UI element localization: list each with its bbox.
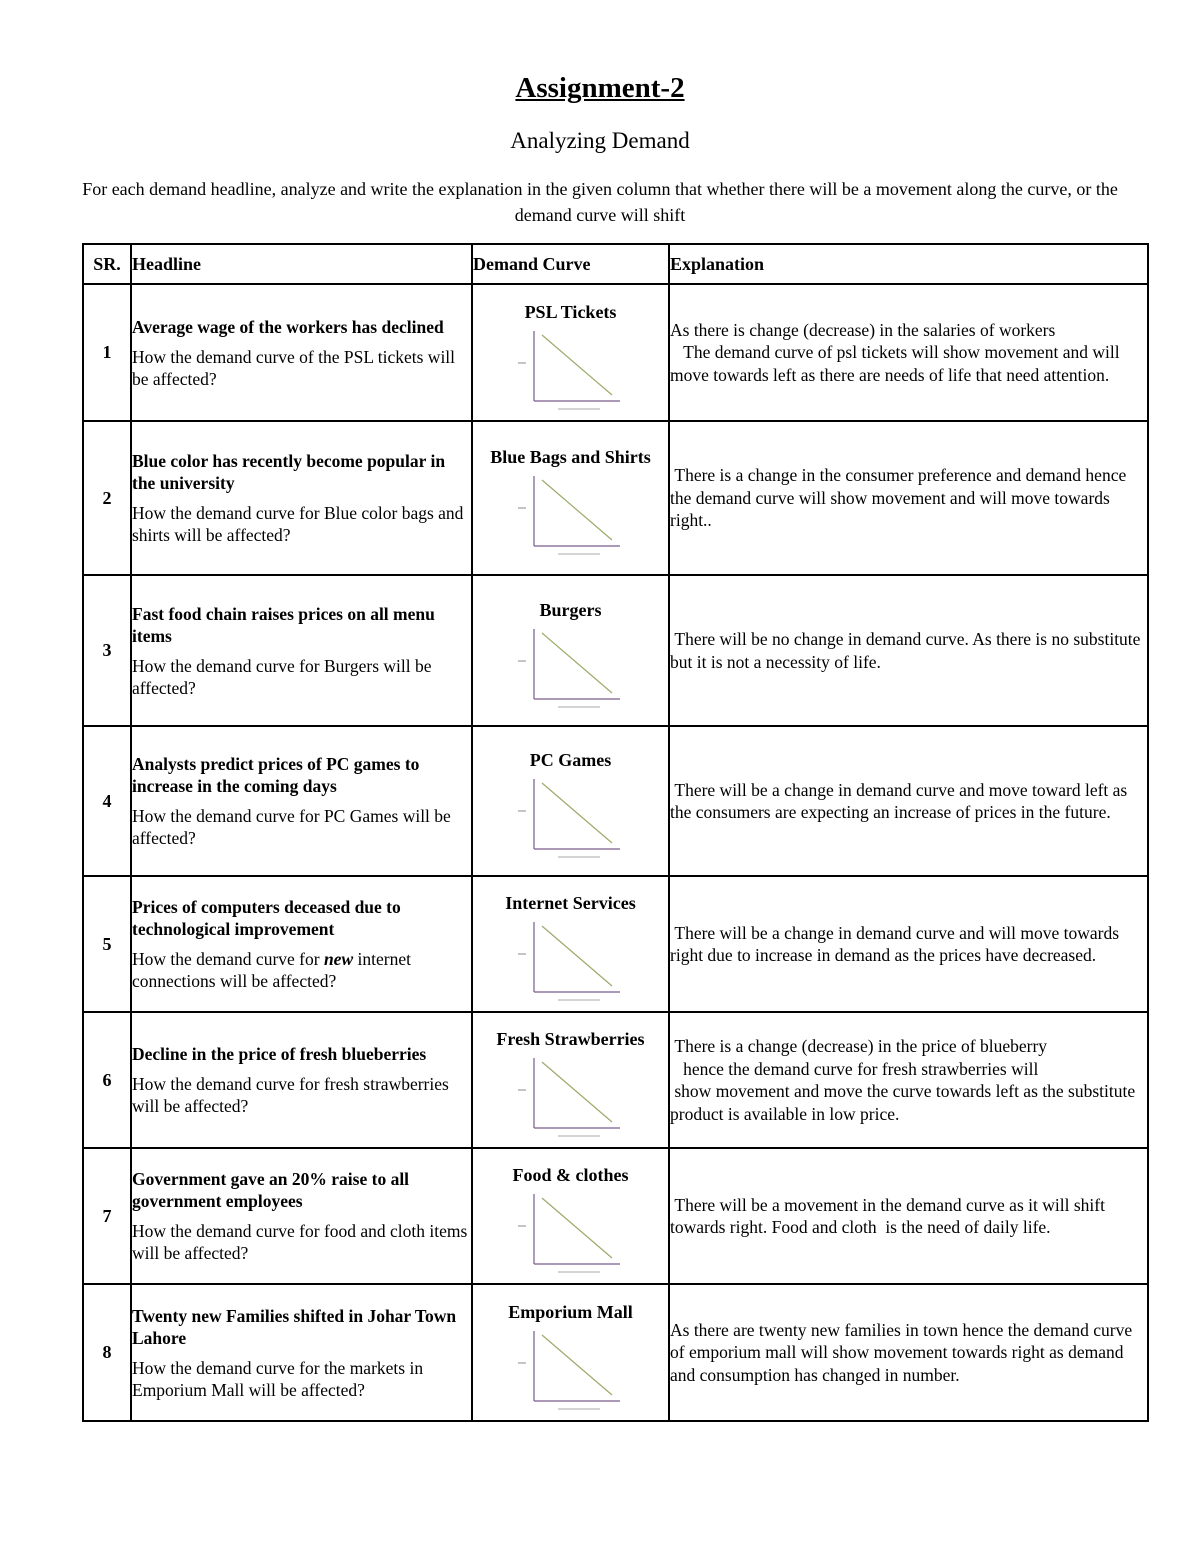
- demand-curve-chart: [516, 918, 626, 1004]
- demand-curve-chart: [516, 625, 626, 711]
- explanation-text: There is a change in the consumer preference and demand hence the demand curve will show movement and will move towards right..: [670, 465, 1131, 531]
- row-number: 8: [83, 1284, 131, 1421]
- demand-line: [542, 1062, 612, 1122]
- table-row: [83, 1284, 1148, 1421]
- headline-question: How the demand curve for Blue color bags and shirts will be affected?: [132, 503, 464, 545]
- demand-curve-chart: [516, 472, 626, 558]
- headline-text: Decline in the price of fresh blueberries: [132, 1044, 427, 1064]
- page-title: Assignment-2: [515, 72, 685, 104]
- demand-curve-cell: [472, 421, 669, 575]
- explanation-text: There is a change (decrease) in the price of blueberry hence the demand curve for fresh strawberries will show movement and move the curve towards left as the substitute product is available in low price.: [670, 1036, 1136, 1124]
- row-number: 7: [83, 1148, 131, 1284]
- row-number: 6: [83, 1012, 131, 1148]
- explanation-cell[interactable]: [669, 575, 1148, 726]
- explanation-cell[interactable]: [669, 421, 1148, 575]
- row-number: 3: [83, 575, 131, 726]
- row-number: 2: [83, 421, 131, 575]
- headline-cell: [131, 726, 472, 876]
- demand-curve-cell: [472, 1148, 669, 1284]
- headline-question: How the demand curve for Burgers will be affected?: [132, 655, 432, 698]
- demand-table: [82, 243, 1149, 1422]
- header-headline: Headline: [131, 244, 472, 284]
- headline-text: Blue color has recently become popular in the university: [132, 451, 446, 493]
- curve-label: PC Games: [529, 750, 612, 770]
- header-sr: SR.: [83, 244, 131, 284]
- headline-cell: [131, 284, 472, 421]
- explanation-cell[interactable]: [669, 284, 1148, 421]
- headline-question: How the demand curve of the PSL tickets will be affected?: [132, 346, 456, 389]
- headline-text: Prices of computers deceased due to technological improvement: [132, 897, 401, 939]
- demand-curve-cell: [472, 575, 669, 726]
- row-number: 4: [83, 726, 131, 876]
- headline-cell: [131, 421, 472, 575]
- headline-question: How the demand curve for food and cloth items will be affected?: [132, 1221, 468, 1263]
- explanation-text: There will be a change in demand curve and move toward left as the consumers are expecting an increase of prices in the future.: [670, 779, 1132, 822]
- demand-line: [542, 1198, 612, 1258]
- table-row: [83, 284, 1148, 421]
- table-row: [83, 726, 1148, 876]
- headline-cell: [131, 1148, 472, 1284]
- explanation-text: There will be no change in demand curve. As there is no substitute but it is not a necessity of life.: [670, 629, 1145, 672]
- question-prefix: How the demand curve for: [132, 949, 324, 969]
- headline-text: Government gave an 20% raise to all government employees: [132, 1169, 410, 1211]
- table-row: [83, 575, 1148, 726]
- headline-cell: [131, 876, 472, 1012]
- table-row: [83, 1012, 1148, 1148]
- demand-curve-cell: [472, 1012, 669, 1148]
- question-emphasis: new: [323, 949, 354, 969]
- demand-curve-chart: [516, 1327, 626, 1413]
- curve-label: Internet Services: [505, 893, 636, 913]
- headline-question: How the demand curve for the markets in Emporium Mall will be affected?: [132, 1357, 424, 1400]
- headline-text: Fast food chain raises prices on all menu items: [132, 603, 435, 646]
- table-row: [83, 421, 1148, 575]
- explanation-text: As there is change (decrease) in the salaries of workers The demand curve of psl tickets will show movement and will move towards left as there are needs of life that need attention.: [670, 319, 1120, 385]
- row-number: 5: [83, 876, 131, 1012]
- demand-line: [542, 1335, 612, 1395]
- demand-curve-cell: [472, 726, 669, 876]
- curve-label: Burgers: [539, 599, 602, 620]
- table-row: [83, 876, 1148, 1012]
- curve-label: PSL Tickets: [524, 301, 617, 322]
- headline-question: How the demand curve for fresh strawberries will be affected?: [132, 1074, 449, 1116]
- demand-curve-chart: [516, 1190, 626, 1276]
- explanation-cell[interactable]: [669, 1148, 1148, 1284]
- explanation-text: As there are twenty new families in town hence the demand curve of emporium mall will show movement towards right as demand and consumption has changed in number.: [670, 1319, 1137, 1385]
- headline-question: [132, 948, 471, 992]
- demand-curve-cell: [472, 284, 669, 421]
- headline-text: Average wage of the workers has declined: [132, 316, 444, 337]
- explanation-text: There will be a change in demand curve and will move towards right due to increase in demand as the prices have decreased.: [670, 922, 1124, 965]
- curve-label: Emporium Mall: [508, 1301, 633, 1322]
- header-explanation: Explanation: [669, 244, 1148, 284]
- explanation-cell[interactable]: [669, 1012, 1148, 1148]
- demand-line: [542, 633, 612, 693]
- explanation-cell[interactable]: [669, 876, 1148, 1012]
- demand-line: [542, 926, 612, 986]
- demand-curve-chart: [516, 775, 626, 861]
- headline-cell: [131, 1284, 472, 1421]
- headline-cell: [131, 1012, 472, 1148]
- row-number: 1: [83, 284, 131, 421]
- explanation-cell[interactable]: [669, 1284, 1148, 1421]
- table-header-row: [83, 244, 1148, 284]
- headline-question: How the demand curve for PC Games will be affected?: [132, 806, 451, 848]
- explanation-text: There will be a movement in the demand curve as it will shift towards right. Food and cloth is the need of daily life.: [670, 1194, 1110, 1237]
- question-suffix: internet connections will be affected?: [132, 949, 411, 991]
- explanation-cell[interactable]: [669, 726, 1148, 876]
- demand-curve-cell: [472, 876, 669, 1012]
- table-row: [83, 1148, 1148, 1284]
- curve-label: Food & clothes: [512, 1165, 629, 1185]
- curve-label: Blue Bags and Shirts: [490, 447, 651, 467]
- demand-line: [542, 783, 612, 843]
- page-subtitle: Analyzing Demand: [510, 128, 690, 153]
- headline-cell: [131, 575, 472, 726]
- headline-text: Analysts predict prices of PC games to increase in the coming days: [132, 754, 420, 796]
- demand-curve-chart: [516, 327, 626, 413]
- demand-curve-chart: [516, 1054, 626, 1140]
- headline-text: Twenty new Families shifted in Johar Town Lahore: [132, 1305, 457, 1348]
- header-demand-curve: Demand Curve: [472, 244, 669, 284]
- curve-label: Fresh Strawberries: [496, 1029, 645, 1049]
- instructions: For each demand headline, analyze and write the explanation in the given column that whether there will be a movement along the curve, or the demand curve will shift: [82, 179, 1118, 225]
- demand-curve-cell: [472, 1284, 669, 1421]
- demand-line: [542, 480, 612, 540]
- demand-line: [542, 335, 612, 395]
